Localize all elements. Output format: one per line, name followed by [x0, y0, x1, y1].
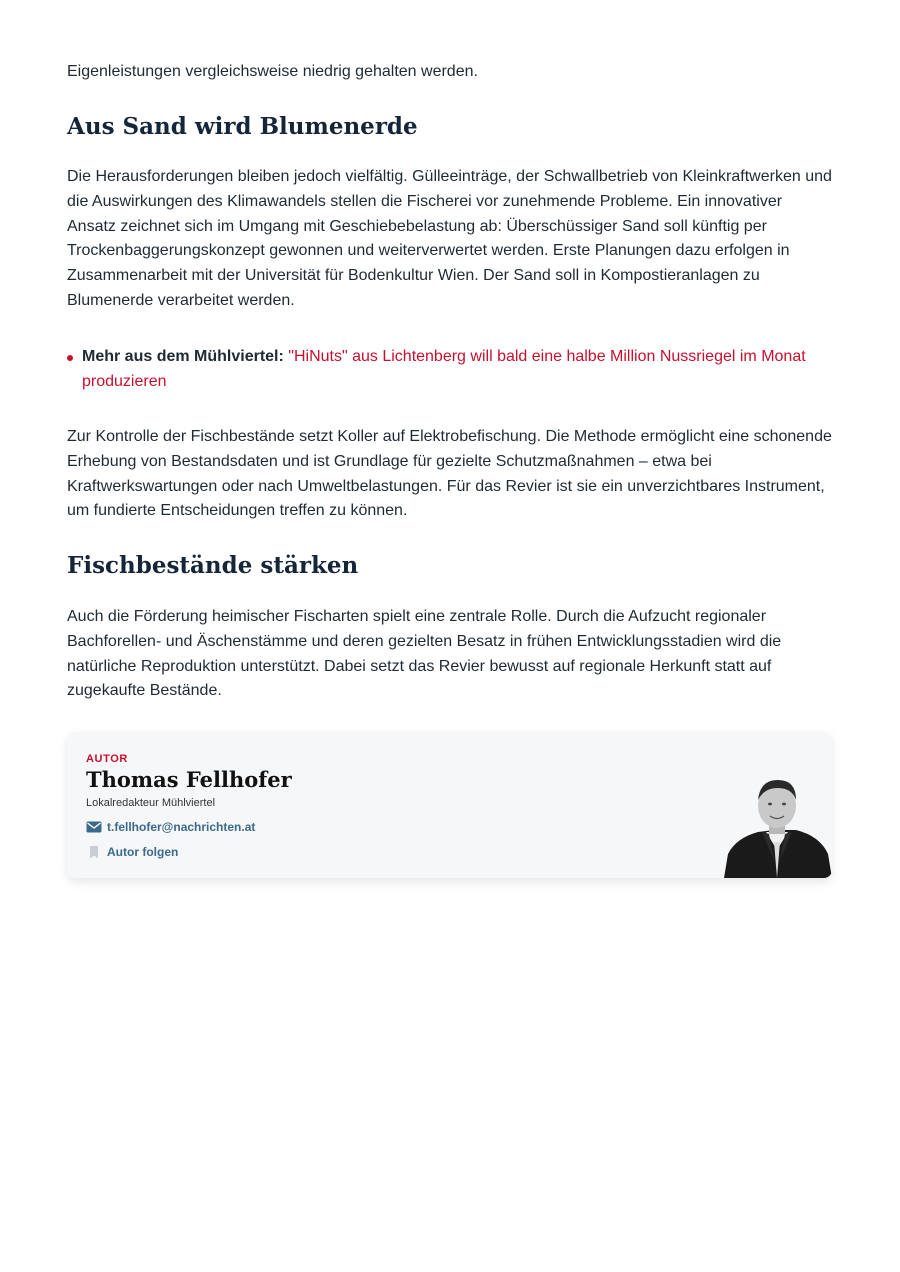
related-article-teaser — [67, 345, 833, 395]
author-email[interactable]: t.fellhofer@nachrichten.at — [107, 820, 256, 834]
paragraph-herausforderungen: Die Herausforderungen bleiben jedoch vielfältig. Gülleeinträge, der Schwallbetrieb von Kleinkraftwerken und die Auswirkungen des Klimawandels stellen die Fischerei vor zunehmende Probleme. Ein innovativer Ansatz zeichnet sich im Umgang mit Geschiebebelastung ab: Überschüssiger Sand soll künftig per Trockenbaggerungskonzept gewonnen und weiterverwertet werden. Erste Planungen dazu erfolgen in Zusammenarbeit mit der Universität für Bodenkultur Wien. Der Sand soll in Kompostieranlagen zu Blumenerde verarbeitet werden. — [67, 168, 832, 309]
author-follow-label[interactable]: Autor folgen — [107, 845, 179, 859]
paragraph-foerderung: Auch die Förderung heimischer Fischarten spielt eine zentrale Rolle. Durch die Aufzucht regionaler Bachforellen- und Äschenstämme und deren gezielten Besatz in frühen Entwicklungsstadien wird die natürliche Reproduktion unterstützt. Dabei setzt das Revier bewusst auf regionale Herkunft statt auf zugekaufte Bestände. — [67, 608, 782, 700]
author-name[interactable]: Thomas Fellhofer — [86, 767, 292, 792]
author-follow-button[interactable] — [86, 845, 178, 859]
related-article-text — [82, 345, 833, 395]
paragraph-intro-tail: Eigenleistungen vergleichsweise niedrig gehalten werden. — [67, 63, 478, 80]
author-kicker: AUTOR — [86, 753, 128, 765]
mail-icon — [86, 820, 102, 834]
author-card — [67, 732, 832, 878]
section-heading-fischbestaende: Fischbestände stärken — [67, 552, 359, 579]
related-article-lead: Mehr aus dem Mühlviertel: — [82, 348, 284, 365]
author-email-link[interactable] — [86, 820, 255, 834]
section-heading-blumenerde: Aus Sand wird Blumenerde — [67, 113, 418, 140]
author-role: Lokalredakteur Mühlviertel — [86, 797, 216, 809]
paragraph-kontrolle: Zur Kontrolle der Fischbestände setzt Koller auf Elektrobefischung. Die Methode ermöglicht eine schonende Erhebung von Bestandsdaten und ist Grundlage für gezielte Schutzmaßnahmen – etwa bei Kraftwerkswartungen oder nach Umweltbelastungen. Für das Revier ist sie ein unverzichtbares Instrument, um fundierte Entscheidungen treffen zu können. — [67, 428, 832, 520]
author-photo — [722, 772, 832, 878]
related-article-link[interactable]: "HiNuts" aus Lichtenberg will bald eine halbe Million Nussriegel im Monat produzieren — [82, 348, 806, 390]
bookmark-icon — [86, 845, 102, 859]
bullet-dot-icon — [67, 355, 73, 361]
